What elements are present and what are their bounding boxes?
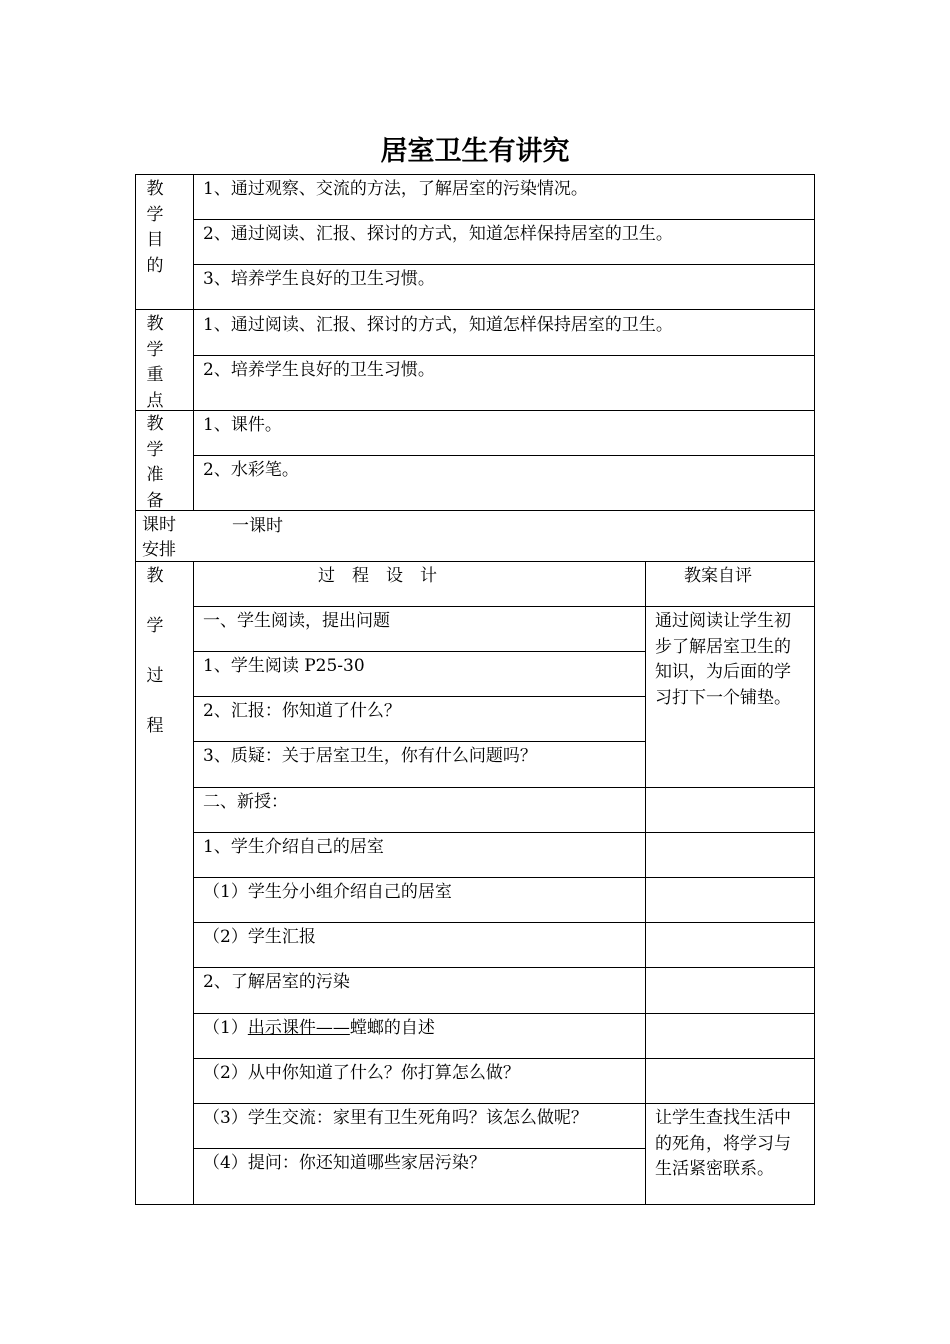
process-row: （2）学生汇报 (203, 927, 316, 947)
process-row-courseware: （1）出示课件——螳螂的自述 (203, 1018, 435, 1038)
objectives-label: 教 学 目 的 (146, 179, 164, 276)
process-row: 1、学生介绍自己的居室 (203, 837, 384, 857)
process-row: （1）学生分小组介绍自己的居室 (203, 882, 452, 902)
courseware-underlined-text: 出示课件—— (247, 1018, 350, 1038)
process-row: 2、汇报：你知道了什么？ (203, 701, 401, 721)
self-review-header: 教案自评 (684, 566, 752, 586)
preparation-item: 1、课件。 (203, 415, 282, 435)
objective-item: 2、通过阅读、汇报、探讨的方式，知道怎样保持居室的卫生。 (203, 224, 673, 244)
key-point-item: 2、培养学生良好的卫生习惯。 (203, 360, 435, 380)
schedule-value: 一课时 (232, 516, 283, 536)
self-review-note: 让学生查找生活中的死角，将学习与生活紧密联系。 (655, 1108, 791, 1179)
process-row: （4）提问：你还知道哪些家居污染？ (203, 1153, 486, 1173)
key-points-label: 教 学 重 点 (146, 314, 164, 411)
preparation-item: 2、水彩笔。 (203, 460, 299, 480)
schedule-label: 课时 安排 (142, 515, 176, 560)
document-title: 居室卫生有讲究 (380, 136, 570, 167)
process-label: 教 学 过 程 (146, 566, 164, 736)
process-design-header: 过 程 设 计 (318, 566, 437, 586)
process-row: （2）从中你知道了什么？你打算怎么做？ (203, 1063, 520, 1083)
process-row: 2、了解居室的污染 (203, 972, 350, 992)
process-row: 1、学生阅读 P25-30 (203, 656, 365, 676)
objective-item: 1、通过观察、交流的方法，了解居室的污染情况。 (203, 179, 588, 199)
process-row: 一、学生阅读，提出问题 (203, 611, 390, 631)
process-row: 3、质疑：关于居室卫生，你有什么问题吗？ (203, 746, 537, 766)
objective-item: 3、培养学生良好的卫生习惯。 (203, 269, 435, 289)
self-review-note: 通过阅读让学生初步了解居室卫生的知识，为后面的学习打下一个铺垫。 (655, 611, 791, 708)
process-row: 二、新授： (203, 792, 288, 812)
key-point-item: 1、通过阅读、汇报、探讨的方式，知道怎样保持居室的卫生。 (203, 315, 673, 335)
process-row: （3）学生交流：家里有卫生死角吗？该怎么做呢？ (203, 1108, 588, 1128)
preparation-label: 教 学 准 备 (146, 414, 164, 511)
